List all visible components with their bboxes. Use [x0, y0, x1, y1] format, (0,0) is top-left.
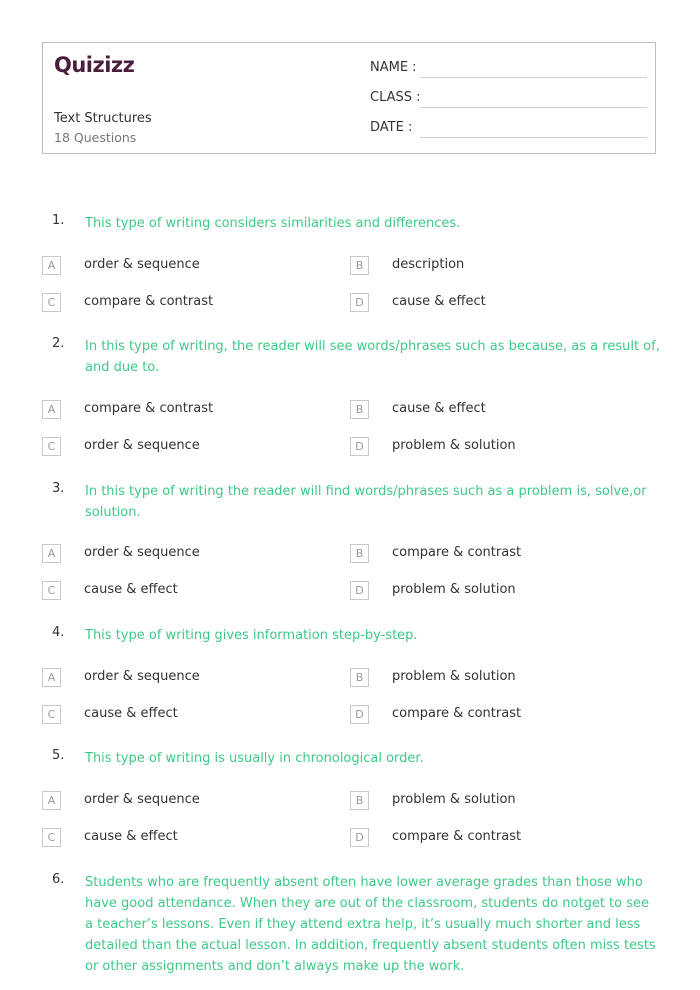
date-label: DATE :	[370, 120, 413, 135]
option-text: description	[392, 257, 465, 272]
option-text: problem & solution	[392, 582, 516, 597]
option-letter-box: C	[42, 705, 61, 724]
option-text: order & sequence	[84, 257, 200, 272]
option-letter-box: B	[350, 668, 369, 687]
option-letter-box: D	[350, 581, 369, 600]
option-text: cause & effect	[84, 706, 178, 721]
question-text: Students who are frequently absent often have lower average grades than those who have good attendance. When they are out of the classroom, students do notget to see a teacher’s lessons. Even if they attend extra help, it’s usually much shorter and less detailed than the actual lesson. In addition, frequently absent students often miss tests or other assignments and don’t always make up the work.	[85, 875, 656, 974]
date-field[interactable]	[370, 120, 647, 140]
option-text: cause & effect	[84, 582, 178, 597]
question-number: 6.	[52, 872, 65, 887]
question-text: This type of writing gives information step-by-step.	[85, 628, 418, 643]
question-number: 2.	[52, 336, 65, 351]
option-text: compare & contrast	[392, 545, 522, 560]
option-letter-box: D	[350, 437, 369, 456]
name-label: NAME :	[370, 60, 417, 75]
option-letter-box: A	[42, 256, 61, 275]
option-letter-box: D	[350, 293, 369, 312]
option-text: cause & effect	[84, 829, 178, 844]
option-text: order & sequence	[84, 545, 200, 560]
option-letter-box: B	[350, 256, 369, 275]
option-text: compare & contrast	[84, 294, 214, 309]
option-text: compare & contrast	[392, 706, 522, 721]
question-number: 4.	[52, 625, 65, 640]
name-field[interactable]	[370, 60, 647, 80]
option-letter-box: D	[350, 828, 369, 847]
option-letter-box: B	[350, 544, 369, 563]
question-number: 1.	[52, 213, 65, 228]
option-text: cause & effect	[392, 401, 486, 416]
question-number: 5.	[52, 748, 65, 763]
name-line	[420, 77, 647, 78]
option-text: order & sequence	[84, 792, 200, 807]
question-number: 3.	[52, 481, 65, 496]
option-letter-box: C	[42, 828, 61, 847]
worksheet-title: Text Structures	[54, 111, 152, 126]
worksheet-header	[42, 42, 656, 154]
option-letter-box: D	[350, 705, 369, 724]
question-count: 18 Questions	[54, 130, 137, 145]
option-letter-box: C	[42, 293, 61, 312]
option-letter-box: A	[42, 668, 61, 687]
option-text: problem & solution	[392, 792, 516, 807]
option-text: compare & contrast	[392, 829, 522, 844]
class-line	[420, 107, 647, 108]
option-letter-box: A	[42, 400, 61, 419]
question-text: In this type of writing the reader will find words/phrases such as a problem is, solve,or solution.	[85, 484, 647, 520]
question-text: This type of writing considers similarities and differences.	[85, 216, 461, 231]
option-text: problem & solution	[392, 438, 516, 453]
question-text: This type of writing is usually in chronological order.	[85, 751, 424, 766]
option-letter-box: A	[42, 791, 61, 810]
option-letter-box: B	[350, 400, 369, 419]
option-letter-box: C	[42, 437, 61, 456]
option-letter-box: A	[42, 544, 61, 563]
option-letter-box: B	[350, 791, 369, 810]
quizizz-logo: Quizizz	[54, 53, 135, 77]
option-text: compare & contrast	[84, 401, 214, 416]
option-text: cause & effect	[392, 294, 486, 309]
question-text: In this type of writing, the reader will see words/phrases such as because, as a result of, and due to.	[85, 339, 660, 375]
option-text: order & sequence	[84, 438, 200, 453]
date-line	[420, 137, 647, 138]
option-letter-box: C	[42, 581, 61, 600]
option-text: problem & solution	[392, 669, 516, 684]
option-text: order & sequence	[84, 669, 200, 684]
class-field[interactable]	[370, 90, 647, 110]
class-label: CLASS :	[370, 90, 421, 105]
